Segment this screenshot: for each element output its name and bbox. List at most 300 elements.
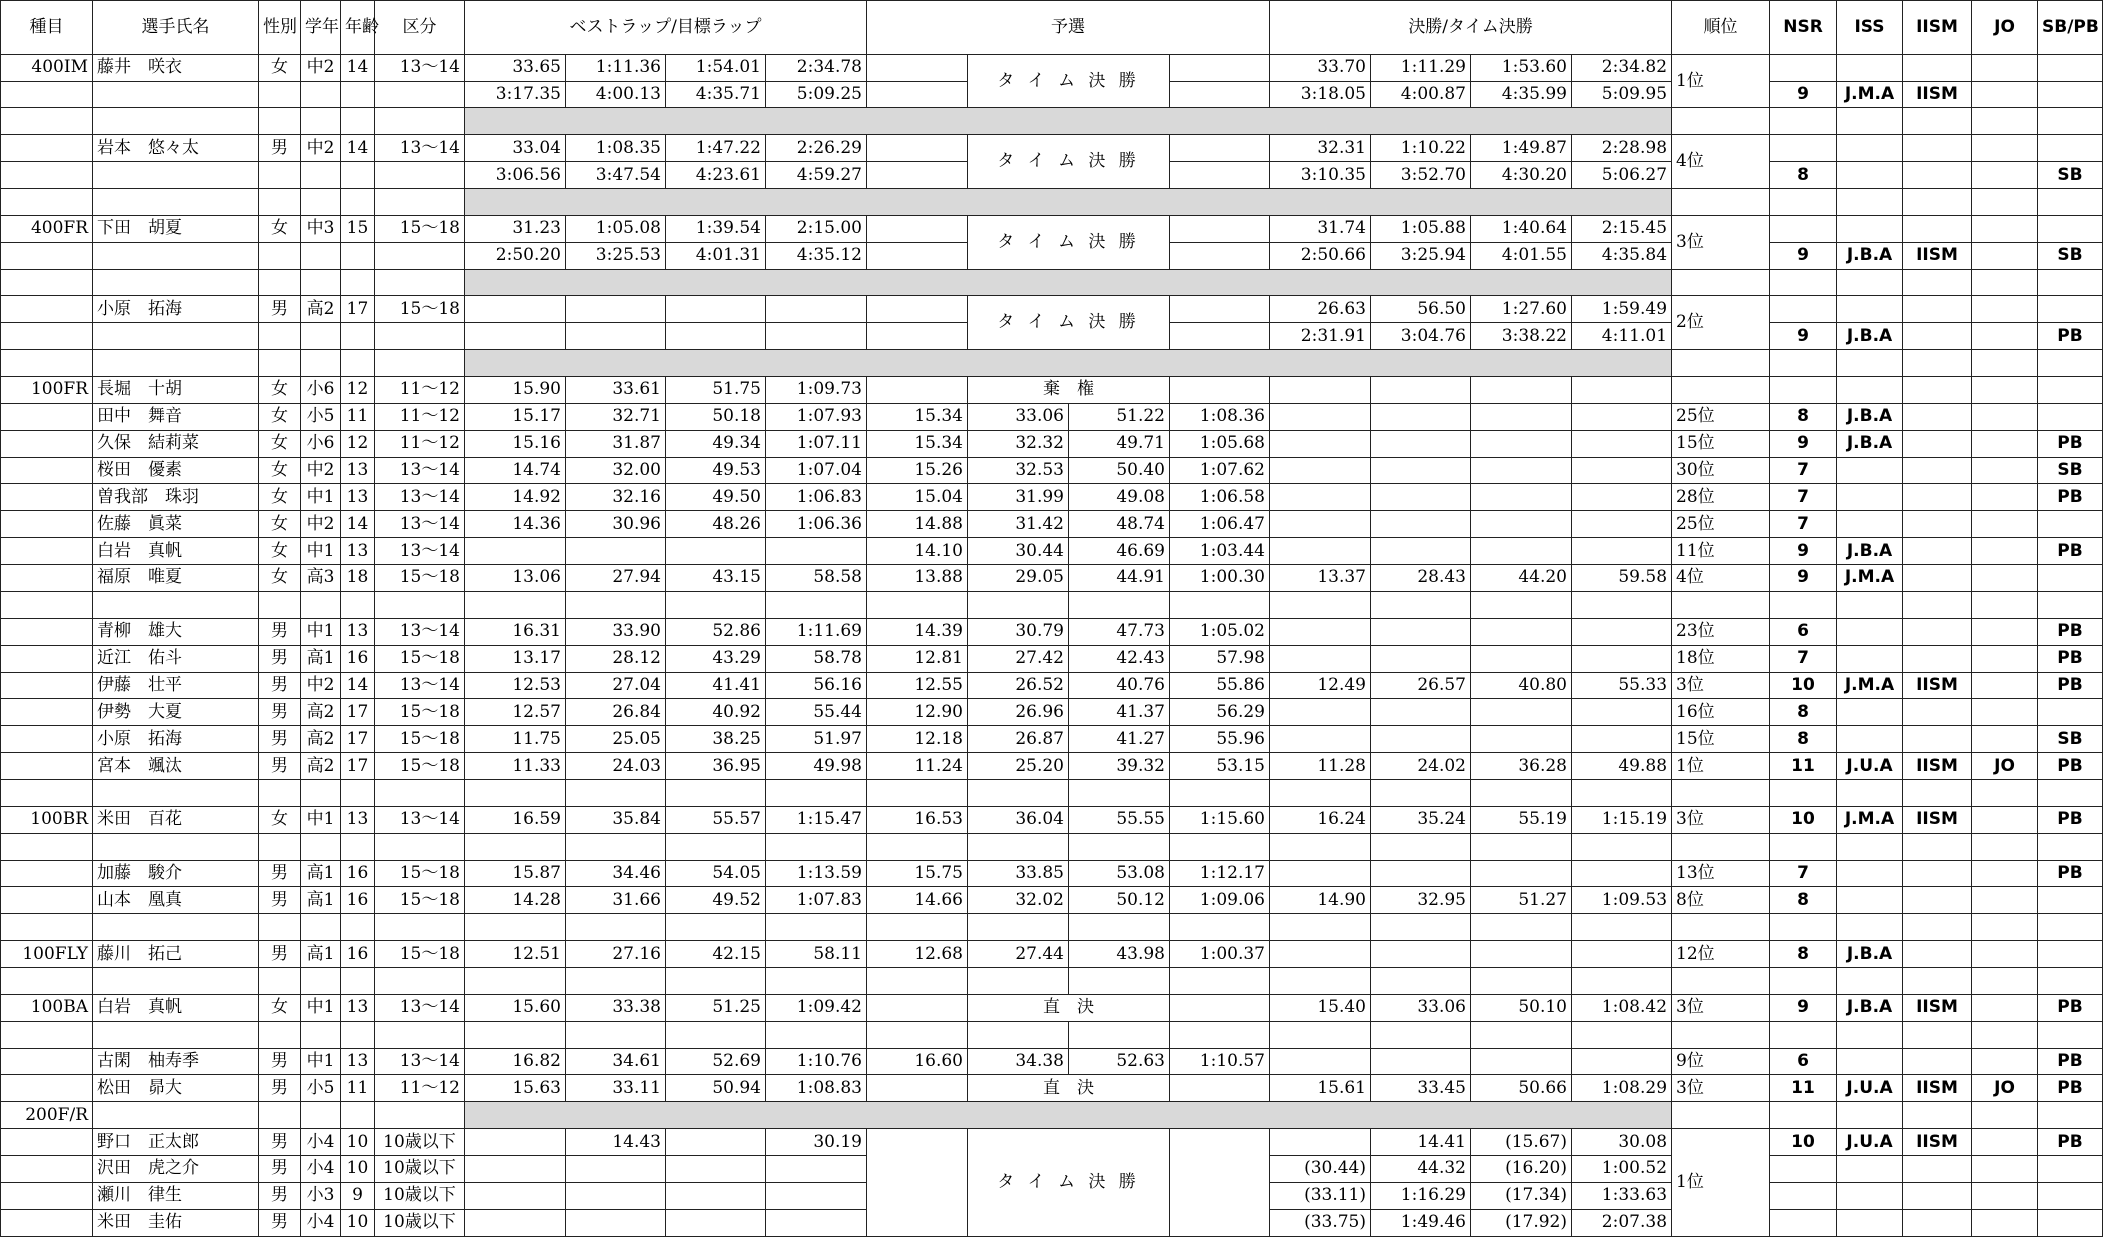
iism	[1903, 699, 1972, 726]
nsr: 11	[1770, 753, 1837, 780]
rank: 25位	[1672, 511, 1770, 538]
age: 14	[341, 511, 375, 538]
best-lap	[566, 1209, 666, 1236]
best-lap: 12.57	[465, 699, 566, 726]
heat-lap: 1:10.57	[1170, 1048, 1270, 1075]
grade: 小4	[301, 1209, 341, 1236]
best-lap: 51.25	[666, 994, 766, 1021]
iism	[1903, 941, 1972, 968]
best-lap: 14.43	[566, 1129, 666, 1156]
age: 15	[341, 215, 375, 242]
rank: 12位	[1672, 941, 1770, 968]
table-row	[1, 54, 2103, 81]
blank	[1972, 591, 2038, 618]
sbpb: PB	[2038, 618, 2103, 645]
swimmer-name: 米田 百花	[93, 806, 259, 833]
nsr: 8	[1770, 887, 1837, 914]
heat-blank	[867, 215, 968, 242]
blank	[465, 1021, 566, 1048]
best-lap: 30.19	[766, 1129, 867, 1156]
heat-lap: 57.98	[1170, 645, 1270, 672]
iss: J.B.A	[1837, 323, 1903, 350]
blank	[1903, 591, 1972, 618]
best-lap: 1:07.83	[766, 887, 867, 914]
iss: J.B.A	[1837, 403, 1903, 430]
final-lap: 4:35.99	[1471, 81, 1572, 108]
table-row	[1, 108, 2103, 135]
best-lap: 31.23	[465, 215, 566, 242]
blank	[1069, 591, 1170, 618]
sbpb: SB	[2038, 242, 2103, 269]
iism	[1903, 1048, 1972, 1075]
blank	[1770, 108, 1837, 135]
event	[1, 618, 93, 645]
best-lap	[566, 296, 666, 323]
final-lap	[1270, 1129, 1371, 1156]
iism: IISM	[1903, 81, 1972, 108]
swimmer-name: 松田 昴大	[93, 1075, 259, 1102]
nsr: 8	[1770, 162, 1837, 189]
nsr: 6	[1770, 1048, 1837, 1075]
final-lap	[1471, 941, 1572, 968]
iss: J.B.A	[1837, 941, 1903, 968]
blank	[301, 323, 341, 350]
grade: 小6	[301, 377, 341, 404]
best-lap: 51.75	[666, 377, 766, 404]
nsr: 8	[1770, 726, 1837, 753]
blank	[93, 967, 259, 994]
age: 13	[341, 484, 375, 511]
blank	[968, 914, 1069, 941]
heat-blank	[867, 242, 968, 269]
grade: 高2	[301, 296, 341, 323]
age-class: 15～18	[375, 860, 465, 887]
blank	[1, 269, 93, 296]
heat-blank	[1170, 135, 1270, 162]
jo	[1972, 81, 2038, 108]
final-lap: 51.27	[1471, 887, 1572, 914]
blank	[93, 779, 259, 806]
heat-lap: 27.44	[968, 941, 1069, 968]
blank	[301, 914, 341, 941]
blank	[341, 833, 375, 860]
blank	[93, 591, 259, 618]
final-lap: 1:08.42	[1572, 994, 1672, 1021]
heat-lap: 55.55	[1069, 806, 1170, 833]
heat-lap: 1:05.02	[1170, 618, 1270, 645]
rank: 2位	[1672, 296, 1770, 350]
iism	[1903, 538, 1972, 565]
sbpb: PB	[2038, 645, 2103, 672]
event	[1, 430, 93, 457]
iss	[1837, 860, 1903, 887]
best-lap: 50.94	[666, 1075, 766, 1102]
blank	[2038, 108, 2103, 135]
sex: 女	[259, 430, 301, 457]
final-lap	[1572, 726, 1672, 753]
stat-blank	[1837, 296, 1903, 323]
heat-lap: 1:05.68	[1170, 430, 1270, 457]
heat-lap: 1:00.37	[1170, 941, 1270, 968]
heat-lap: 14.66	[867, 887, 968, 914]
heat-blank	[867, 377, 968, 404]
best-lap: 40.92	[666, 699, 766, 726]
table-row	[1, 914, 2103, 941]
final-lap: 33.70	[1270, 54, 1371, 81]
final-lap: 4:35.84	[1572, 242, 1672, 269]
final-lap	[1471, 645, 1572, 672]
best-lap: 58.78	[766, 645, 867, 672]
age: 11	[341, 403, 375, 430]
age: 12	[341, 377, 375, 404]
sex: 女	[259, 54, 301, 81]
blank	[1572, 833, 1672, 860]
event	[1, 645, 93, 672]
table-row	[1, 833, 2103, 860]
blank	[301, 967, 341, 994]
heat-blank	[1170, 54, 1270, 81]
final-lap	[1471, 484, 1572, 511]
iss: J.U.A	[1837, 1129, 1903, 1156]
sex: 男	[259, 1129, 301, 1156]
blank	[1, 81, 93, 108]
sex: 男	[259, 860, 301, 887]
swimmer-name: 伊勢 大夏	[93, 699, 259, 726]
age-class: 10歳以下	[375, 1182, 465, 1209]
table-row	[1, 350, 2103, 377]
rank	[1672, 377, 1770, 404]
best-lap: 55.44	[766, 699, 867, 726]
sex: 女	[259, 484, 301, 511]
final-lap: 3:38.22	[1471, 323, 1572, 350]
blank	[1770, 1021, 1837, 1048]
blank	[341, 1021, 375, 1048]
stat-blank	[1770, 296, 1837, 323]
heat-blank	[1170, 1129, 1270, 1237]
nsr: 9	[1770, 538, 1837, 565]
stat-blank	[2038, 296, 2103, 323]
age: 12	[341, 430, 375, 457]
best-lap	[465, 323, 566, 350]
final-lap: 4:01.55	[1471, 242, 1572, 269]
best-lap: 1:13.59	[766, 860, 867, 887]
sbpb: PB	[2038, 860, 2103, 887]
swimmer-name: 白岩 真帆	[93, 538, 259, 565]
swimmer-name: 伊藤 壮平	[93, 672, 259, 699]
grade: 高2	[301, 753, 341, 780]
best-lap	[766, 323, 867, 350]
best-lap: 2:15.00	[766, 215, 867, 242]
final-lap	[1270, 430, 1371, 457]
heat-lap: 15.34	[867, 403, 968, 430]
stat-blank	[1903, 215, 1972, 242]
blank	[968, 779, 1069, 806]
sex: 女	[259, 538, 301, 565]
table-row	[1, 484, 2103, 511]
best-lap: 34.46	[566, 860, 666, 887]
final-lap: 11.28	[1270, 753, 1371, 780]
heat-lap: 25.20	[968, 753, 1069, 780]
heat-lap: 26.87	[968, 726, 1069, 753]
iism: IISM	[1903, 994, 1972, 1021]
best-lap	[666, 538, 766, 565]
final-lap: 56.50	[1371, 296, 1471, 323]
rank: 23位	[1672, 618, 1770, 645]
best-lap	[465, 538, 566, 565]
final-lap	[1371, 941, 1471, 968]
blank	[341, 108, 375, 135]
iism	[1903, 403, 1972, 430]
final-lap: 2:07.38	[1572, 1209, 1672, 1236]
final-lap: 2:34.82	[1572, 54, 1672, 81]
stat-blank	[1972, 135, 2038, 162]
final-lap	[1572, 403, 1672, 430]
heat-lap: 14.10	[867, 538, 968, 565]
separator	[465, 108, 1672, 135]
table-row	[1, 967, 2103, 994]
final-lap	[1572, 699, 1672, 726]
grade: 小4	[301, 1129, 341, 1156]
rank: 30位	[1672, 457, 1770, 484]
blank	[1170, 833, 1270, 860]
best-lap	[666, 296, 766, 323]
final-lap: 31.74	[1270, 215, 1371, 242]
iism	[1903, 645, 1972, 672]
final-lap	[1572, 941, 1672, 968]
best-lap: 4:59.27	[766, 162, 867, 189]
blank	[1471, 833, 1572, 860]
header-grade: 学年	[301, 1, 341, 55]
event	[1, 672, 93, 699]
heat-lap: 29.05	[968, 565, 1069, 592]
final-lap: 2:50.66	[1270, 242, 1371, 269]
heat-lap: 1:06.58	[1170, 484, 1270, 511]
heat-lap: 49.08	[1069, 484, 1170, 511]
heat-blank	[1170, 242, 1270, 269]
final-lap	[1371, 699, 1471, 726]
blank	[1371, 591, 1471, 618]
rank: 3位	[1672, 994, 1770, 1021]
blank	[1672, 591, 1770, 618]
age-class: 13～14	[375, 1048, 465, 1075]
swimmer-name: 山本 凰真	[93, 887, 259, 914]
blank	[1, 162, 93, 189]
blank	[566, 779, 666, 806]
blank	[1972, 779, 2038, 806]
iism	[1903, 860, 1972, 887]
final-lap	[1270, 618, 1371, 645]
rank: 25位	[1672, 403, 1770, 430]
blank	[1837, 779, 1903, 806]
final-lap: 1:10.22	[1371, 135, 1471, 162]
event: 100BR	[1, 806, 93, 833]
blank	[1672, 779, 1770, 806]
jo	[1972, 860, 2038, 887]
heat-lap: 15.75	[867, 860, 968, 887]
final-lap	[1270, 941, 1371, 968]
jo	[1972, 806, 2038, 833]
blank	[1672, 967, 1770, 994]
iss	[1837, 1048, 1903, 1075]
grade: 中1	[301, 994, 341, 1021]
best-lap: 3:47.54	[566, 162, 666, 189]
table-row	[1, 779, 2103, 806]
heat-lap: 41.27	[1069, 726, 1170, 753]
final-lap: (17.34)	[1471, 1182, 1572, 1209]
iss: J.M.A	[1837, 672, 1903, 699]
nsr: 11	[1770, 1075, 1837, 1102]
heat-lap: 49.71	[1069, 430, 1170, 457]
best-lap	[666, 1155, 766, 1182]
stat-blank	[1972, 1155, 2038, 1182]
blank	[1, 1021, 93, 1048]
best-lap: 1:09.42	[766, 994, 867, 1021]
final-lap	[1371, 618, 1471, 645]
best-lap: 1:08.83	[766, 1075, 867, 1102]
heat-lap: 36.04	[968, 806, 1069, 833]
sbpb	[2038, 699, 2103, 726]
rank: 13位	[1672, 860, 1770, 887]
blank	[301, 162, 341, 189]
blank	[1371, 914, 1471, 941]
swimmer-name: 沢田 虎之介	[93, 1155, 259, 1182]
jo	[1972, 377, 2038, 404]
best-lap: 16.31	[465, 618, 566, 645]
blank	[968, 833, 1069, 860]
final-lap: 30.08	[1572, 1129, 1672, 1156]
nsr: 7	[1770, 860, 1837, 887]
final-lap	[1270, 403, 1371, 430]
header-sbpb: SB/PB	[2038, 1, 2103, 55]
best-lap: 33.04	[465, 135, 566, 162]
best-lap: 15.90	[465, 377, 566, 404]
blank	[1270, 591, 1371, 618]
final-lap	[1371, 457, 1471, 484]
blank	[1972, 189, 2038, 216]
grade: 中1	[301, 484, 341, 511]
iism	[1903, 726, 1972, 753]
blank	[666, 779, 766, 806]
blank	[1, 189, 93, 216]
heat-blank	[867, 54, 968, 81]
final-lap: 26.63	[1270, 296, 1371, 323]
nsr: 9	[1770, 994, 1837, 1021]
nsr: 8	[1770, 403, 1837, 430]
blank	[301, 242, 341, 269]
final-lap	[1572, 860, 1672, 887]
heat-lap: 1:03.44	[1170, 538, 1270, 565]
best-lap: 2:26.29	[766, 135, 867, 162]
iss	[1837, 618, 1903, 645]
best-lap	[566, 1155, 666, 1182]
blank	[566, 967, 666, 994]
heat-blank	[867, 135, 968, 162]
heat-lap: 27.42	[968, 645, 1069, 672]
grade: 高3	[301, 565, 341, 592]
best-lap: 1:07.11	[766, 430, 867, 457]
grade: 中2	[301, 672, 341, 699]
final-lap: (17.92)	[1471, 1209, 1572, 1236]
heat-lap: 41.37	[1069, 699, 1170, 726]
best-lap: 58.58	[766, 565, 867, 592]
best-lap: 16.59	[465, 806, 566, 833]
sbpb	[2038, 941, 2103, 968]
heat-lap: 44.91	[1069, 565, 1170, 592]
best-lap: 31.66	[566, 887, 666, 914]
blank	[375, 1021, 465, 1048]
iism	[1903, 887, 1972, 914]
blank	[1170, 591, 1270, 618]
heat-lap: 47.73	[1069, 618, 1170, 645]
table-row	[1, 565, 2103, 592]
age: 18	[341, 565, 375, 592]
final-lap: 1:53.60	[1471, 54, 1572, 81]
blank	[301, 591, 341, 618]
stat-blank	[1903, 54, 1972, 81]
event	[1, 135, 93, 162]
blank	[766, 591, 867, 618]
grade: 高1	[301, 645, 341, 672]
nsr: 9	[1770, 81, 1837, 108]
blank	[1672, 1021, 1770, 1048]
heat-lap: 1:06.47	[1170, 511, 1270, 538]
heat-lap: 52.63	[1069, 1048, 1170, 1075]
stat-blank	[1972, 296, 2038, 323]
final-lap: 44.20	[1471, 565, 1572, 592]
heat-lap: 39.32	[1069, 753, 1170, 780]
final-lap: (33.11)	[1270, 1182, 1371, 1209]
final-lap	[1270, 457, 1371, 484]
best-lap: 52.86	[666, 618, 766, 645]
blank	[1069, 967, 1170, 994]
best-lap: 25.05	[566, 726, 666, 753]
rank: 16位	[1672, 699, 1770, 726]
final-lap: 33.45	[1371, 1075, 1471, 1102]
age: 13	[341, 994, 375, 1021]
table-row	[1, 296, 2103, 323]
best-lap: 33.65	[465, 54, 566, 81]
best-lap: 1:39.54	[666, 215, 766, 242]
blank	[341, 1102, 375, 1129]
final-lap	[1572, 457, 1672, 484]
blank	[301, 81, 341, 108]
final-lap: 26.57	[1371, 672, 1471, 699]
table-row	[1, 699, 2103, 726]
heat-blank	[1170, 994, 1270, 1021]
age: 13	[341, 1048, 375, 1075]
heat-lap: 12.90	[867, 699, 968, 726]
heat-lap: 11.24	[867, 753, 968, 780]
final-lap: 55.19	[1471, 806, 1572, 833]
best-lap: 24.03	[566, 753, 666, 780]
blank	[2038, 833, 2103, 860]
swimmer-name: 藤川 拓己	[93, 941, 259, 968]
age: 17	[341, 753, 375, 780]
blank	[259, 350, 301, 377]
blank	[1837, 350, 1903, 377]
heat-lap: 14.88	[867, 511, 968, 538]
heat-lap: 1:12.17	[1170, 860, 1270, 887]
blank	[968, 1021, 1069, 1048]
blank	[1770, 189, 1837, 216]
sex: 男	[259, 699, 301, 726]
stat-blank	[1903, 1155, 1972, 1182]
blank	[1972, 914, 2038, 941]
heat-status: 直 決	[968, 1075, 1170, 1102]
blank	[1837, 591, 1903, 618]
blank	[259, 833, 301, 860]
event	[1, 753, 93, 780]
